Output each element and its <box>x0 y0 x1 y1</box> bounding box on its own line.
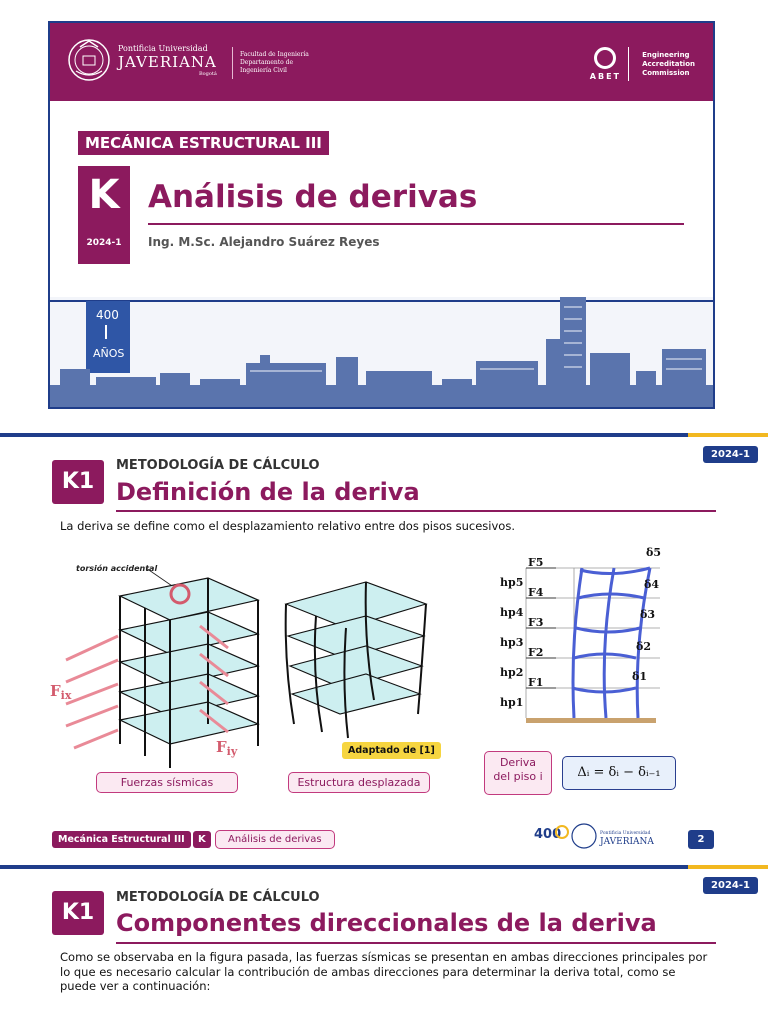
abet-text: ABET <box>589 72 621 81</box>
slide3-year-badge: 2024-1 <box>703 877 758 894</box>
slide2-kicker: METODOLOGÍA DE CÁLCULO <box>116 458 320 473</box>
drift-caption-pill: Deriva del piso i <box>484 751 552 795</box>
faculty-line: Departamento de <box>240 59 294 66</box>
slide2-module-box: K1 <box>52 460 104 504</box>
force-y-label: $F_{iy}$ <box>216 738 238 758</box>
anniversary-number: 400 <box>96 308 119 322</box>
force-x-label: $F_{ix}$ <box>50 682 72 702</box>
slide2-top-rule <box>0 433 688 437</box>
university-line3: Bogotá <box>199 70 217 77</box>
slide2-title-underline <box>116 510 716 512</box>
drift-label: δ4 <box>644 578 659 591</box>
height-label: hp4 <box>500 606 524 619</box>
javeriana-crest-icon <box>66 37 112 83</box>
adapted-from-tag: Adaptado de [1] <box>342 742 441 759</box>
slide3-kicker: METODOLOGÍA DE CÁLCULO <box>116 890 320 905</box>
force-label: F1 <box>528 676 544 689</box>
module-year: 2024-1 <box>86 238 122 248</box>
slide2-accent-rule <box>688 433 768 437</box>
drift-label: δ5 <box>646 546 661 559</box>
height-label: hp2 <box>500 666 524 679</box>
accreditation-text <box>642 51 695 78</box>
faculty-line: Facultad de Ingeniería <box>240 51 309 58</box>
cover-slide <box>48 21 715 409</box>
height-label: hp3 <box>500 636 524 649</box>
module-box <box>78 166 130 264</box>
header-divider <box>232 47 233 79</box>
author-name: Ing. M.Sc. Alejandro Suárez Reyes <box>148 235 380 249</box>
slide3-module-box: K1 <box>52 891 104 935</box>
forces-caption-pill: Fuerzas sísmicas <box>96 772 238 793</box>
faculty-text <box>240 51 309 75</box>
javeriana-logo <box>66 37 217 83</box>
footer-module-tag: K <box>193 831 211 848</box>
drift-label: δ3 <box>640 608 655 621</box>
city-skyline-illustration <box>50 297 715 407</box>
drift-equation: Δᵢ = δᵢ − δᵢ₋₁ <box>562 756 676 790</box>
abet-logo <box>590 47 621 81</box>
structure-caption-pill: Estructura desplazada <box>288 772 430 793</box>
height-label: hp5 <box>500 576 524 589</box>
footer-university-line1: Pontificia Universidad <box>600 831 651 836</box>
drift-label: δ2 <box>636 640 651 653</box>
javeriana-crest-icon <box>572 824 596 848</box>
slide2-year-badge: 2024-1 <box>703 446 758 463</box>
drift-label: δ1 <box>632 670 647 683</box>
abet-divider <box>628 47 629 81</box>
anniversary-word: AÑOS <box>93 347 125 360</box>
cover-title: Análisis de derivas <box>148 179 478 215</box>
slide3-title: Componentes direccionales de la deriva <box>116 909 657 937</box>
slide2-title: Definición de la deriva <box>116 478 420 506</box>
slide3-accent-rule <box>688 865 768 869</box>
seismic-forces-figure <box>48 556 263 771</box>
footer-logos <box>534 820 684 858</box>
accreditation-line: Engineering <box>642 51 690 59</box>
force-label: F3 <box>528 616 544 629</box>
force-label: F5 <box>528 556 544 569</box>
accreditation-line: Accreditation <box>642 60 695 68</box>
footer-course-tag: Mecánica Estructural III <box>52 831 191 848</box>
force-label: F4 <box>528 586 544 599</box>
university-line2: JAVERIANA <box>118 52 217 71</box>
torsion-label: torsión accidental <box>76 564 158 573</box>
university-line1: Pontificia Universidad <box>118 43 208 53</box>
abet-ring-icon <box>594 47 616 69</box>
story-drift-frame-figure <box>500 546 670 726</box>
displaced-structure-figure <box>282 574 442 744</box>
accreditation-line: Commission <box>642 69 690 77</box>
height-label: hp1 <box>500 696 524 709</box>
faculty-line: Ingeniería Civil <box>240 67 287 74</box>
slide3-body-text: Como se observaba en la figura pasada, las fuerzas sísmicas se presentan en ambas direcciones principales por lo que es necesario calcular la contribución de ambas direcciones para determinar la deriva total, como se puede ver a continuación: <box>60 950 708 993</box>
course-tag: MECÁNICA ESTRUCTURAL III <box>78 131 329 155</box>
page-number: 2 <box>688 830 714 849</box>
force-label: F2 <box>528 646 544 659</box>
slide3-top-rule <box>0 865 688 869</box>
slide2-body-text: La deriva se define como el desplazamiento relativo entre dos pisos sucesivos. <box>60 519 515 533</box>
slide3-title-underline <box>116 942 716 944</box>
cover-header <box>50 23 713 101</box>
module-letter: K <box>88 172 120 218</box>
title-underline <box>148 223 684 225</box>
footer-university-line2: JAVERIANA <box>600 837 654 847</box>
footer-topic-pill: Análisis de derivas <box>215 830 335 849</box>
anniversary-logo-number: 400 <box>534 827 562 842</box>
